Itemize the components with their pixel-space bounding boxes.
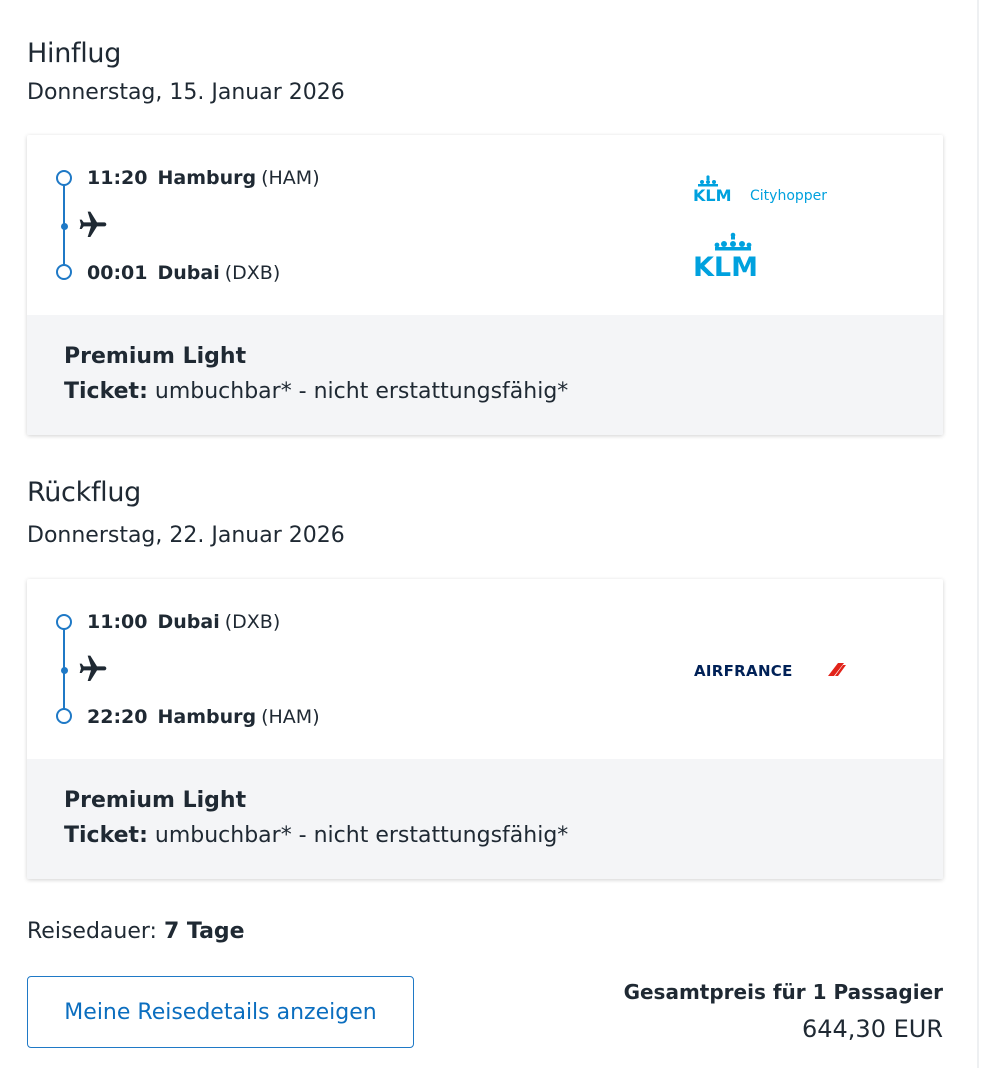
timeline-dot [61, 667, 68, 674]
departure-city: Dubai [157, 611, 220, 633]
klm-cityhopper-sub-text: Cityhopper [750, 188, 828, 204]
return-departure [87, 611, 280, 633]
return-flight-card[interactable] [27, 579, 943, 879]
ticket-conditions [64, 823, 568, 848]
departure-time: 11:00 [87, 611, 148, 633]
return-fare-box [27, 759, 943, 879]
total-price-value: 644,30 EUR [801, 1015, 943, 1043]
return-date: Donnerstag, 22. Januar 2026 [27, 523, 345, 548]
arrival-city: Dubai [157, 262, 220, 284]
airfrance-logo-text: AIRFRANCE [694, 662, 793, 680]
duration-value: 7 Tage [163, 919, 245, 944]
outbound-itinerary [27, 135, 943, 315]
klm-logo [693, 231, 773, 277]
outbound-fare-box [27, 315, 943, 435]
arrival-code: (DXB) [224, 262, 281, 284]
timeline-circle-icon [56, 264, 72, 280]
return-arrival [87, 706, 320, 728]
departure-code: (DXB) [224, 611, 281, 633]
ticket-text: umbuchbar* - nicht erstattungsfähig* [154, 379, 569, 404]
plane-icon [77, 653, 109, 685]
outbound-flight-card[interactable] [27, 135, 943, 435]
timeline-circle-icon [56, 170, 72, 186]
page-right-border [977, 0, 979, 1068]
klm-cityhopper-brand-text: KLM [693, 186, 732, 205]
ticket-text: umbuchbar* - nicht erstattungsfähig* [154, 823, 569, 848]
timeline-circle-icon [56, 614, 72, 630]
departure-city: Hamburg [157, 167, 257, 189]
duration-label: Reisedauer: [27, 919, 157, 944]
klm-cityhopper-logo [693, 173, 843, 207]
total-price-label: Gesamtpreis für 1 Passagier [623, 980, 943, 1004]
ticket-label: Ticket: [64, 823, 148, 848]
outbound-date: Donnerstag, 15. Januar 2026 [27, 80, 345, 105]
departure-time: 11:20 [87, 167, 148, 189]
fare-name: Premium Light [64, 788, 247, 813]
arrival-time: 00:01 [87, 262, 148, 284]
outbound-departure [87, 167, 320, 189]
departure-code: (HAM) [261, 167, 320, 189]
ticket-conditions [64, 379, 568, 404]
outbound-arrival [87, 262, 280, 284]
show-trip-details-button[interactable]: Meine Reisedetails anzeigen [27, 976, 414, 1048]
airfrance-logo [694, 659, 854, 683]
ticket-label: Ticket: [64, 379, 148, 404]
klm-logo-text: KLM [693, 252, 758, 277]
outbound-title: Hinflug [27, 38, 122, 69]
return-itinerary [27, 579, 943, 759]
arrival-time: 22:20 [87, 706, 148, 728]
trip-duration [27, 919, 245, 944]
return-title: Rückflug [27, 477, 141, 508]
timeline-dot [61, 223, 68, 230]
arrival-code: (HAM) [261, 706, 320, 728]
timeline-circle-icon [56, 708, 72, 724]
arrival-city: Hamburg [157, 706, 257, 728]
plane-icon [77, 209, 109, 241]
fare-name: Premium Light [64, 344, 247, 369]
